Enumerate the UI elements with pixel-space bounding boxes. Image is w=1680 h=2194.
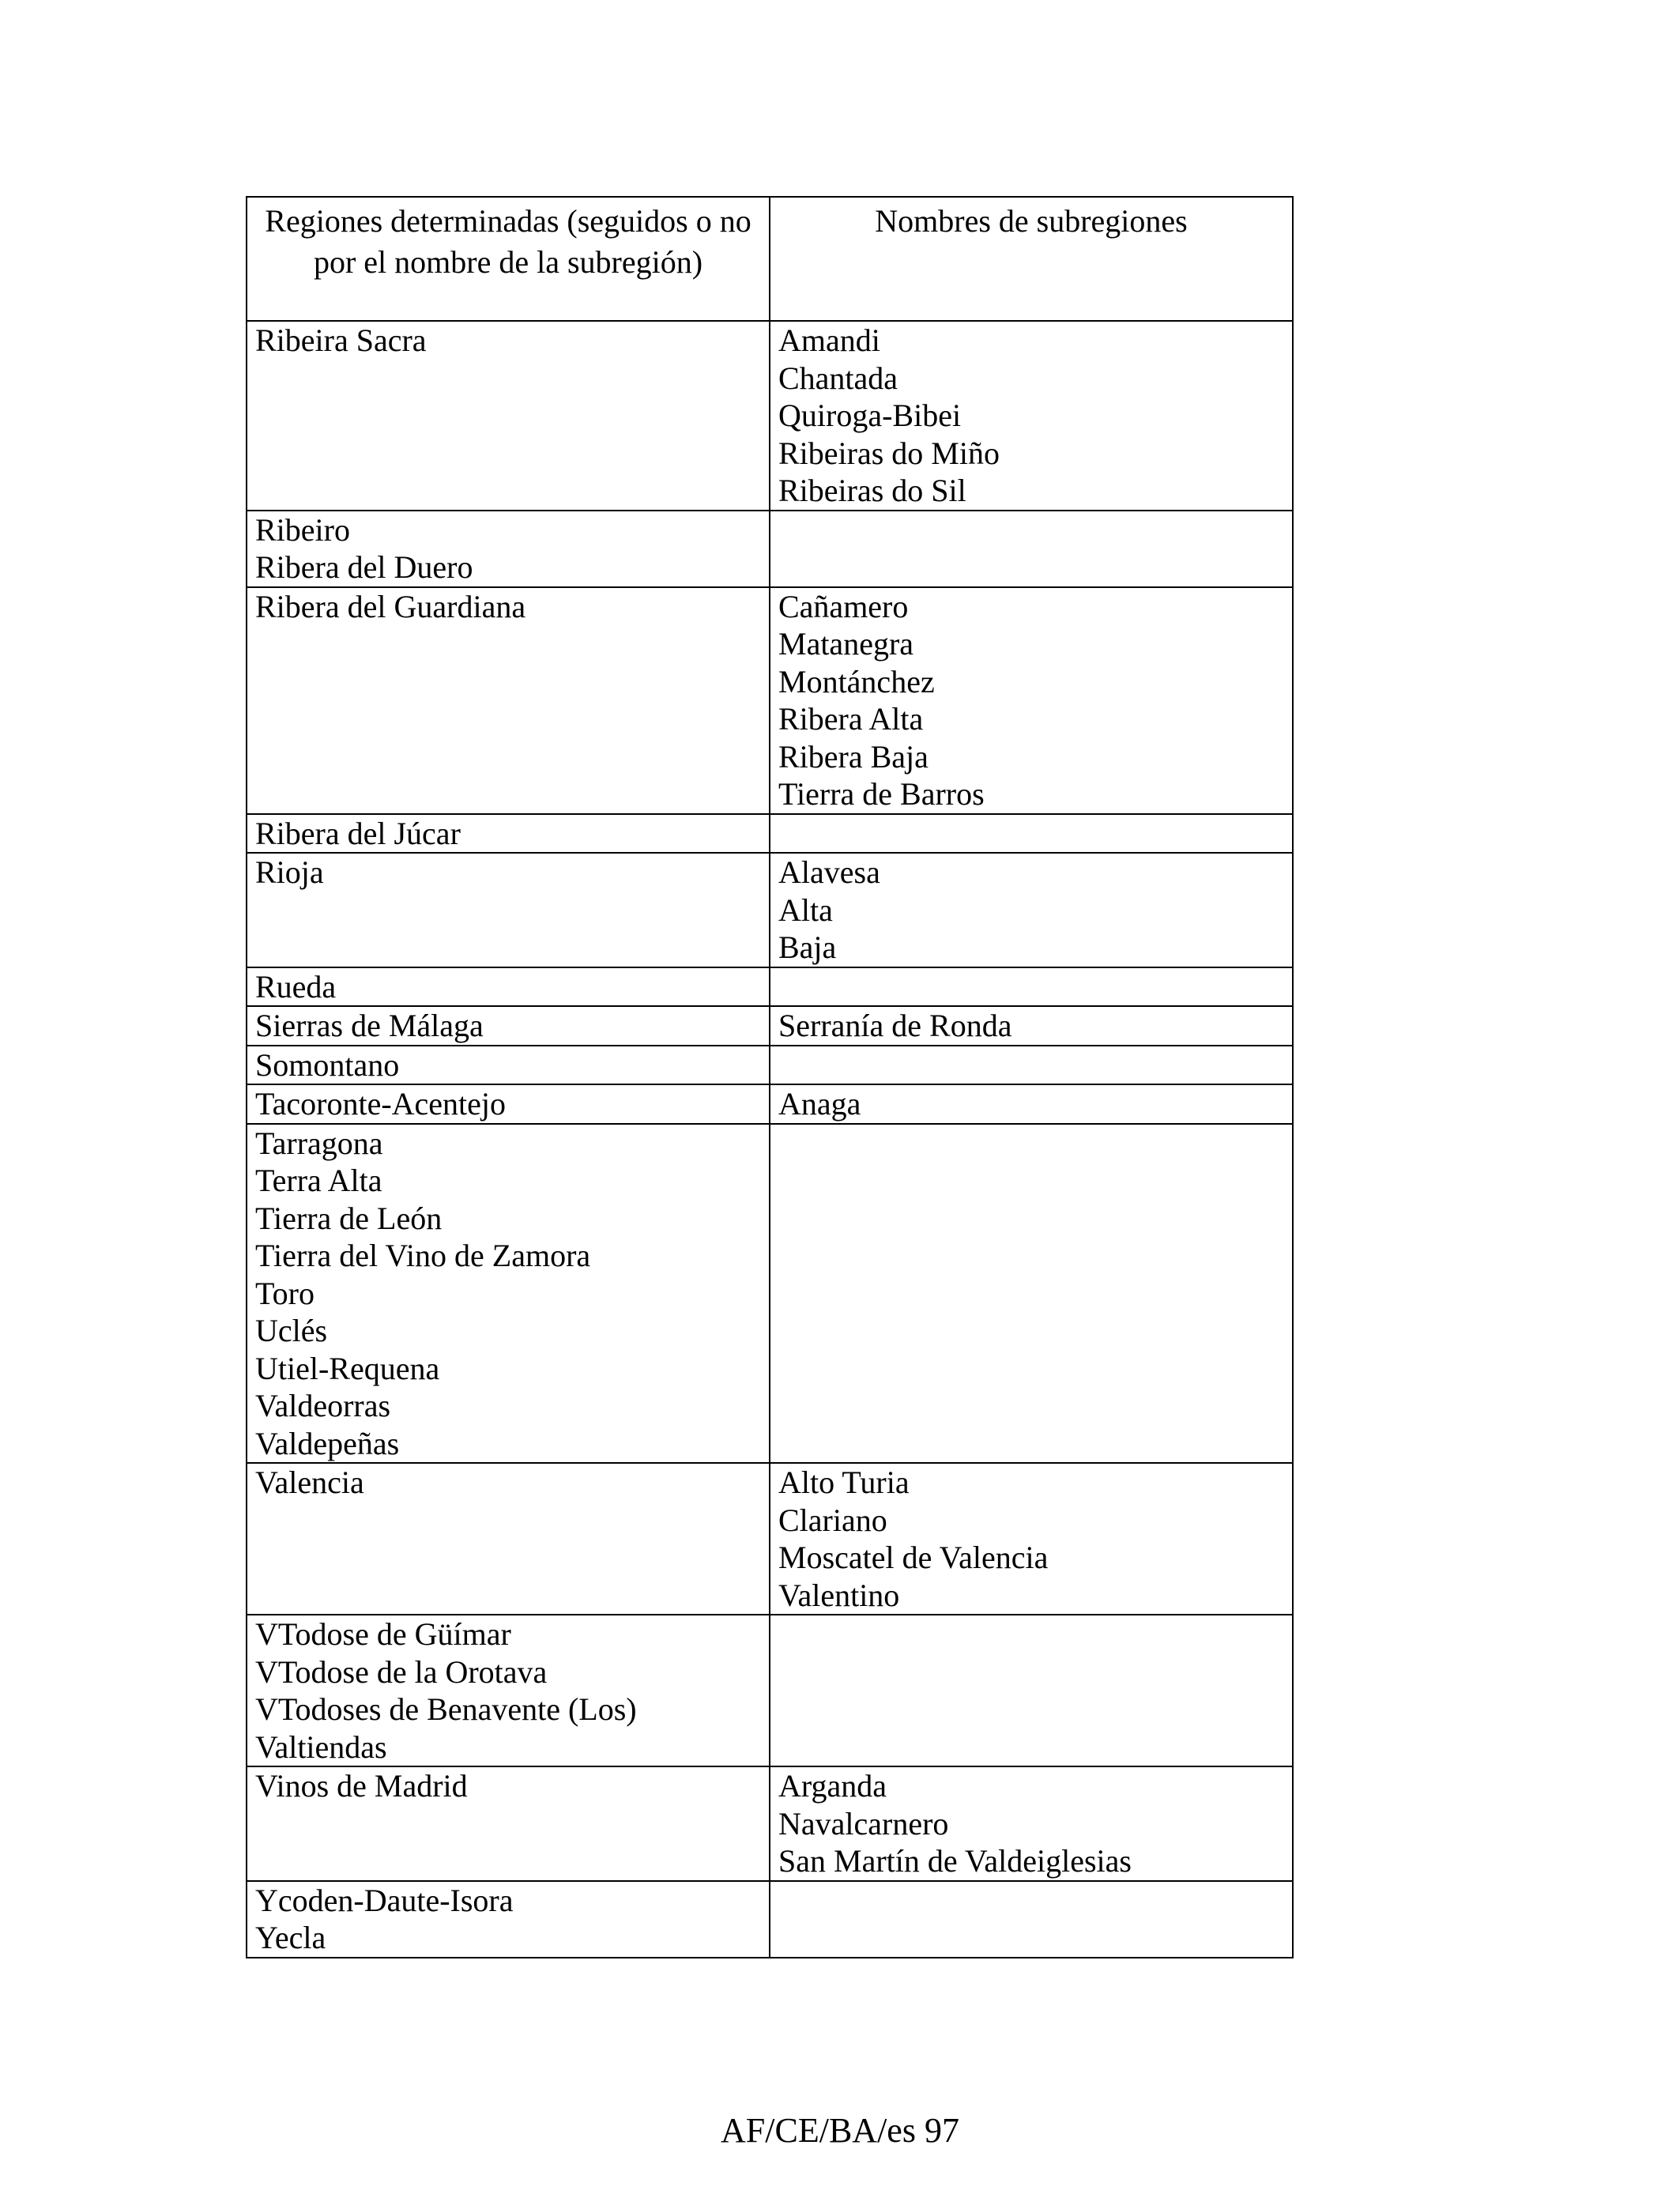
region-name: Rioja xyxy=(255,854,324,890)
subregion-name: Navalcarnero xyxy=(778,1805,949,1842)
region-name: Tacoronte-Acentejo xyxy=(255,1086,507,1122)
region-name: VTodose de Güímar xyxy=(255,1616,511,1652)
region-cell xyxy=(247,587,770,814)
subregion-name: Anaga xyxy=(778,1086,861,1122)
region-name: Tierra del Vino de Zamora xyxy=(255,1238,591,1273)
region-name: Ribeiro xyxy=(255,511,350,548)
region-cell xyxy=(247,1124,770,1464)
region-name: Ribera del Duero xyxy=(255,549,473,585)
region-name: Yecla xyxy=(255,1920,326,1955)
region-cell xyxy=(247,1006,770,1046)
subregion-name: Alavesa xyxy=(778,854,880,890)
region-cell xyxy=(247,1881,770,1958)
subregion-cell xyxy=(770,1124,1293,1464)
region-cell xyxy=(247,321,770,511)
subregion-cell xyxy=(770,814,1293,854)
table-row xyxy=(247,1046,1293,1085)
table-row xyxy=(247,1615,1293,1766)
table-row xyxy=(247,587,1293,814)
table-row xyxy=(247,814,1293,854)
subregion-name: Ribera Baja xyxy=(778,738,929,775)
region-name: VTodose de la Orotava xyxy=(255,1653,548,1690)
subregion-cell xyxy=(770,587,1293,814)
subregion-name: Clariano xyxy=(778,1502,887,1538)
subregion-name: Serranía de Ronda xyxy=(778,1008,1012,1043)
subregion-cell xyxy=(770,967,1293,1007)
header-nombres-subregiones: Nombres de subregiones xyxy=(770,197,1293,321)
table-row xyxy=(247,853,1293,967)
region-name: Ycoden-Daute-Isora xyxy=(255,1882,514,1918)
header-regiones-determinadas: Regiones determinadas (seguidos o no por el nombre de la subregión) xyxy=(247,197,770,321)
subregion-cell xyxy=(770,511,1293,587)
subregion-cell xyxy=(770,1084,1293,1124)
subregion-cell xyxy=(770,1766,1293,1881)
region-cell xyxy=(247,1084,770,1124)
region-cell xyxy=(247,814,770,854)
subregion-name: Baja xyxy=(778,929,837,965)
page-footer-reference: AF/CE/BA/es 97 xyxy=(721,2111,959,2150)
subregion-cell xyxy=(770,1881,1293,1958)
region-name: Sierras de Málaga xyxy=(255,1008,484,1043)
region-name: Tierra de León xyxy=(255,1200,443,1236)
region-name: Ribera del Guardiana xyxy=(255,588,526,624)
subregion-name: Moscatel de Valencia xyxy=(778,1540,1049,1575)
subregion-name: Cañamero xyxy=(778,588,909,624)
subregion-cell xyxy=(770,1463,1293,1615)
region-name: Uclés xyxy=(255,1313,328,1348)
subregion-name: Montánchez xyxy=(778,663,935,699)
region-name: Utiel-Requena xyxy=(255,1350,440,1386)
table-row xyxy=(247,1006,1293,1046)
region-cell xyxy=(247,1463,770,1615)
subregion-cell xyxy=(770,1046,1293,1085)
region-name: Tarragona xyxy=(255,1125,383,1161)
region-name: Ribeira Sacra xyxy=(255,322,427,358)
subregion-name: Quiroga-Bibei xyxy=(778,398,962,433)
table-row xyxy=(247,511,1293,587)
subregion-cell xyxy=(770,1006,1293,1046)
table-row xyxy=(247,967,1293,1007)
region-name: VTodoses de Benavente (Los) xyxy=(255,1691,637,1727)
region-cell xyxy=(247,1615,770,1766)
table-row xyxy=(247,1124,1293,1464)
region-name: Valencia xyxy=(255,1465,364,1500)
subregion-name: Amandi xyxy=(778,322,880,358)
table-body xyxy=(247,321,1293,1958)
subregion-name: Ribeiras do Sil xyxy=(778,473,966,508)
region-name: Vinos de Madrid xyxy=(255,1768,468,1804)
subregion-name: Valentino xyxy=(778,1577,900,1613)
region-cell xyxy=(247,967,770,1007)
table-row xyxy=(247,1084,1293,1124)
subregion-name: Chantada xyxy=(778,360,898,396)
subregion-name: Tierra de Barros xyxy=(778,776,985,812)
region-cell xyxy=(247,853,770,967)
region-name: Somontano xyxy=(255,1046,400,1083)
table-row xyxy=(247,321,1293,511)
table-row xyxy=(247,1881,1293,1958)
region-cell xyxy=(247,1766,770,1881)
region-name: Terra Alta xyxy=(255,1163,382,1198)
subregion-name: San Martín de Valdeiglesias xyxy=(778,1843,1132,1879)
region-name: Valdepeñas xyxy=(255,1425,400,1461)
table-header-row xyxy=(247,197,1293,321)
region-cell xyxy=(247,1046,770,1085)
subregion-cell xyxy=(770,853,1293,967)
region-name: Toro xyxy=(255,1275,315,1311)
subregion-name: Matanegra xyxy=(778,626,914,662)
regions-table xyxy=(246,196,1294,1958)
subregion-name: Ribeiras do Miño xyxy=(778,435,1000,471)
region-name: Ribera del Júcar xyxy=(255,815,461,851)
subregion-name: Arganda xyxy=(778,1768,887,1804)
subregion-cell xyxy=(770,321,1293,511)
table-row xyxy=(247,1766,1293,1881)
region-name: Rueda xyxy=(255,968,337,1005)
region-name: Valdeorras xyxy=(255,1388,391,1423)
subregion-name: Ribera Alta xyxy=(778,701,924,737)
region-cell xyxy=(247,511,770,587)
subregion-name: Alto Turia xyxy=(778,1465,910,1500)
subregion-name: Alta xyxy=(778,892,833,928)
table-row xyxy=(247,1463,1293,1615)
subregion-cell xyxy=(770,1615,1293,1766)
region-name: Valtiendas xyxy=(255,1728,387,1765)
